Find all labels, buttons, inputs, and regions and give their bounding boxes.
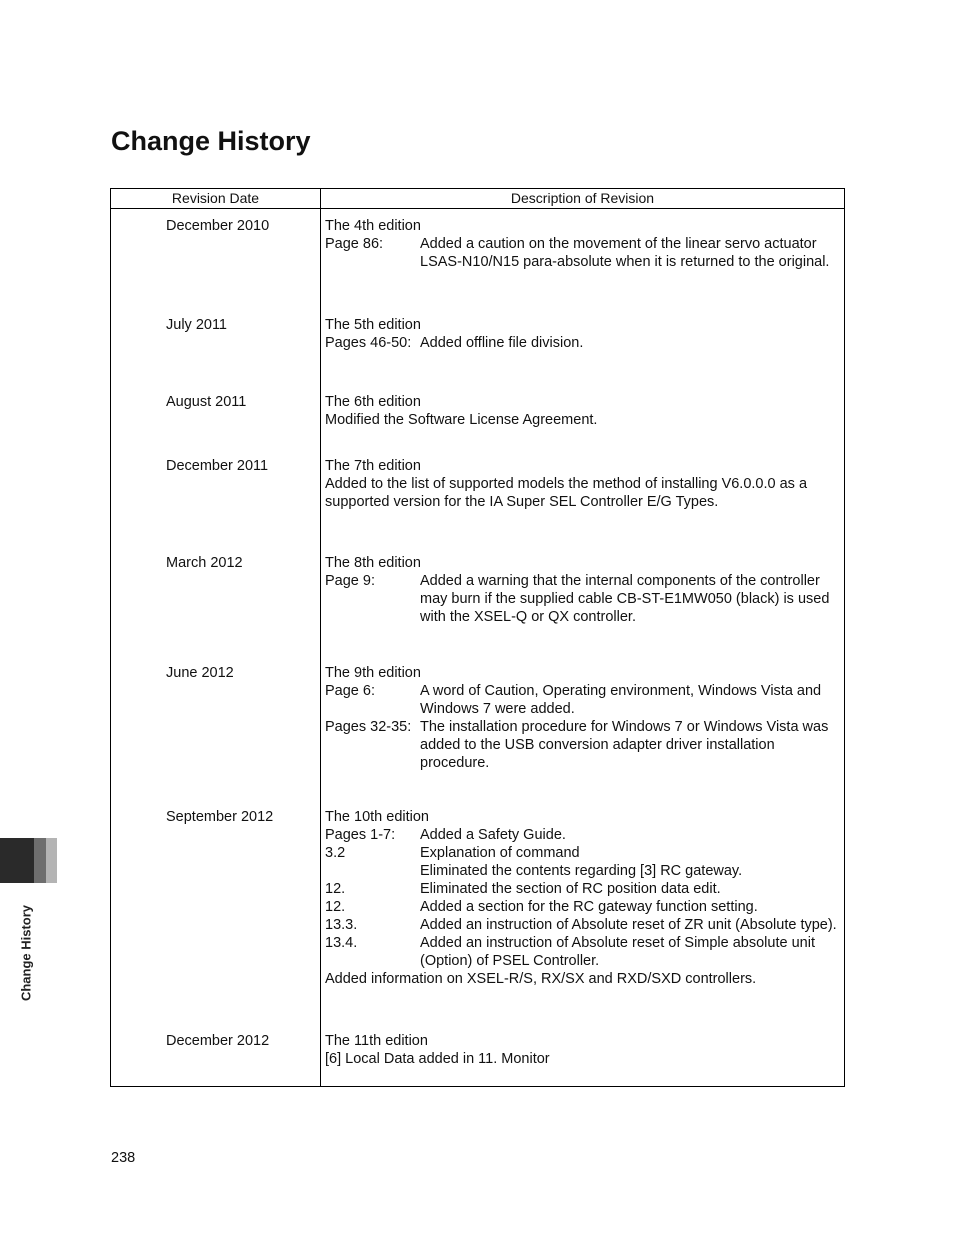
item-text: The installation procedure for Windows 7 or Windows Vista was added to the USB conversion adapter driver installation procedure. <box>420 719 829 771</box>
item-text: A word of Caution, Operating environment, Windows Vista and Windows 7 were added. <box>420 683 822 717</box>
revision-item <box>325 572 837 626</box>
revision-date: December 2010 <box>166 218 270 234</box>
page-number: 238 <box>111 1150 136 1166</box>
edition-label: The 8th edition <box>325 555 421 571</box>
chapter-tab-shade-light <box>46 838 57 883</box>
header-description: Description of Revision <box>510 190 655 206</box>
edition-label: The 10th edition <box>325 809 429 825</box>
change-history-table <box>110 188 845 1087</box>
header-revision-date: Revision Date <box>171 190 260 206</box>
revision-description <box>325 393 837 429</box>
edition-label: The 4th edition <box>325 218 421 234</box>
item-text: Added offline file division. <box>420 335 584 351</box>
revision-item <box>325 898 837 916</box>
table-header <box>111 189 844 209</box>
revision-date: July 2011 <box>166 317 227 333</box>
revision-date: September 2012 <box>166 809 274 825</box>
chapter-tab-shade <box>34 838 46 883</box>
revision-item <box>325 334 837 352</box>
item-label: 12. <box>325 881 346 897</box>
revision-item <box>325 844 837 862</box>
edition-label: The 5th edition <box>325 317 421 333</box>
revision-description <box>325 457 837 511</box>
item-label: 13.3. <box>325 917 358 933</box>
item-text: Eliminated the contents regarding [3] RC gateway. <box>420 863 743 879</box>
edition-label: The 9th edition <box>325 665 421 681</box>
revision-item <box>325 916 837 934</box>
description-line: Modified the Software License Agreement. <box>325 412 598 428</box>
revision-item <box>325 718 837 772</box>
revision-item <box>325 934 837 970</box>
revision-item <box>325 880 837 898</box>
item-text: Added a caution on the movement of the linear servo actuator LSAS-N10/N15 para-absolute when it is returned to the original. <box>420 236 830 270</box>
description-line: Added to the list of supported models the method of installing V6.0.0.0 as a supported version for the IA Super SEL Controller E/G Types. <box>325 476 808 510</box>
item-text: Added a warning that the internal components of the controller may burn if the supplied cable CB-ST-E1MW050 (black) is used with the XSEL-Q or QX controller. <box>420 573 830 625</box>
revision-description <box>325 217 837 271</box>
item-label: 3.2 <box>325 845 346 861</box>
item-label: Page 86: <box>325 236 384 252</box>
item-text: Eliminated the section of RC position data edit. <box>420 881 721 897</box>
revision-date: August 2011 <box>166 394 247 410</box>
item-text: Explanation of command <box>420 845 580 861</box>
revision-description <box>325 554 837 626</box>
description-line: [6] Local Data added in 11. Monitor <box>325 1051 550 1067</box>
revision-date: June 2012 <box>166 665 234 681</box>
revision-item <box>325 862 837 880</box>
item-label: Pages 32-35: <box>325 719 412 735</box>
revision-item <box>325 826 837 844</box>
item-text: Added an instruction of Absolute reset of ZR unit (Absolute type). <box>420 917 837 933</box>
revision-item <box>325 682 837 718</box>
revision-description <box>325 664 837 772</box>
item-label: Pages 1-7: <box>325 827 396 843</box>
item-label: Page 9: <box>325 573 375 589</box>
revision-date: March 2012 <box>166 555 243 571</box>
edition-label: The 7th edition <box>325 458 421 474</box>
item-label <box>325 862 420 880</box>
revision-date: December 2012 <box>166 1033 270 1049</box>
chapter-tab-block <box>0 838 34 883</box>
revision-description <box>325 1032 837 1068</box>
revision-description <box>325 316 837 352</box>
item-label: Pages 46-50: <box>325 335 412 351</box>
item-label: Page 6: <box>325 683 375 699</box>
revision-date: December 2011 <box>166 458 269 474</box>
item-text: Added an instruction of Absolute reset of Simple absolute unit (Option) of PSEL Controller. <box>420 935 815 969</box>
description-line: Added information on XSEL-R/S, RX/SX and RXD/SXD controllers. <box>325 971 757 987</box>
edition-label: The 11th edition <box>325 1033 428 1049</box>
revision-item <box>325 235 837 271</box>
edition-label: The 6th edition <box>325 394 421 410</box>
side-tab-label: Change History <box>18 904 34 1002</box>
column-divider <box>320 189 321 1086</box>
revision-description <box>325 808 837 988</box>
item-label: 12. <box>325 899 346 915</box>
item-text: Added a Safety Guide. <box>420 827 566 843</box>
item-label: 13.4. <box>325 935 358 951</box>
page-title: Change History <box>111 126 311 156</box>
item-text: Added a section for the RC gateway function setting. <box>420 899 758 915</box>
